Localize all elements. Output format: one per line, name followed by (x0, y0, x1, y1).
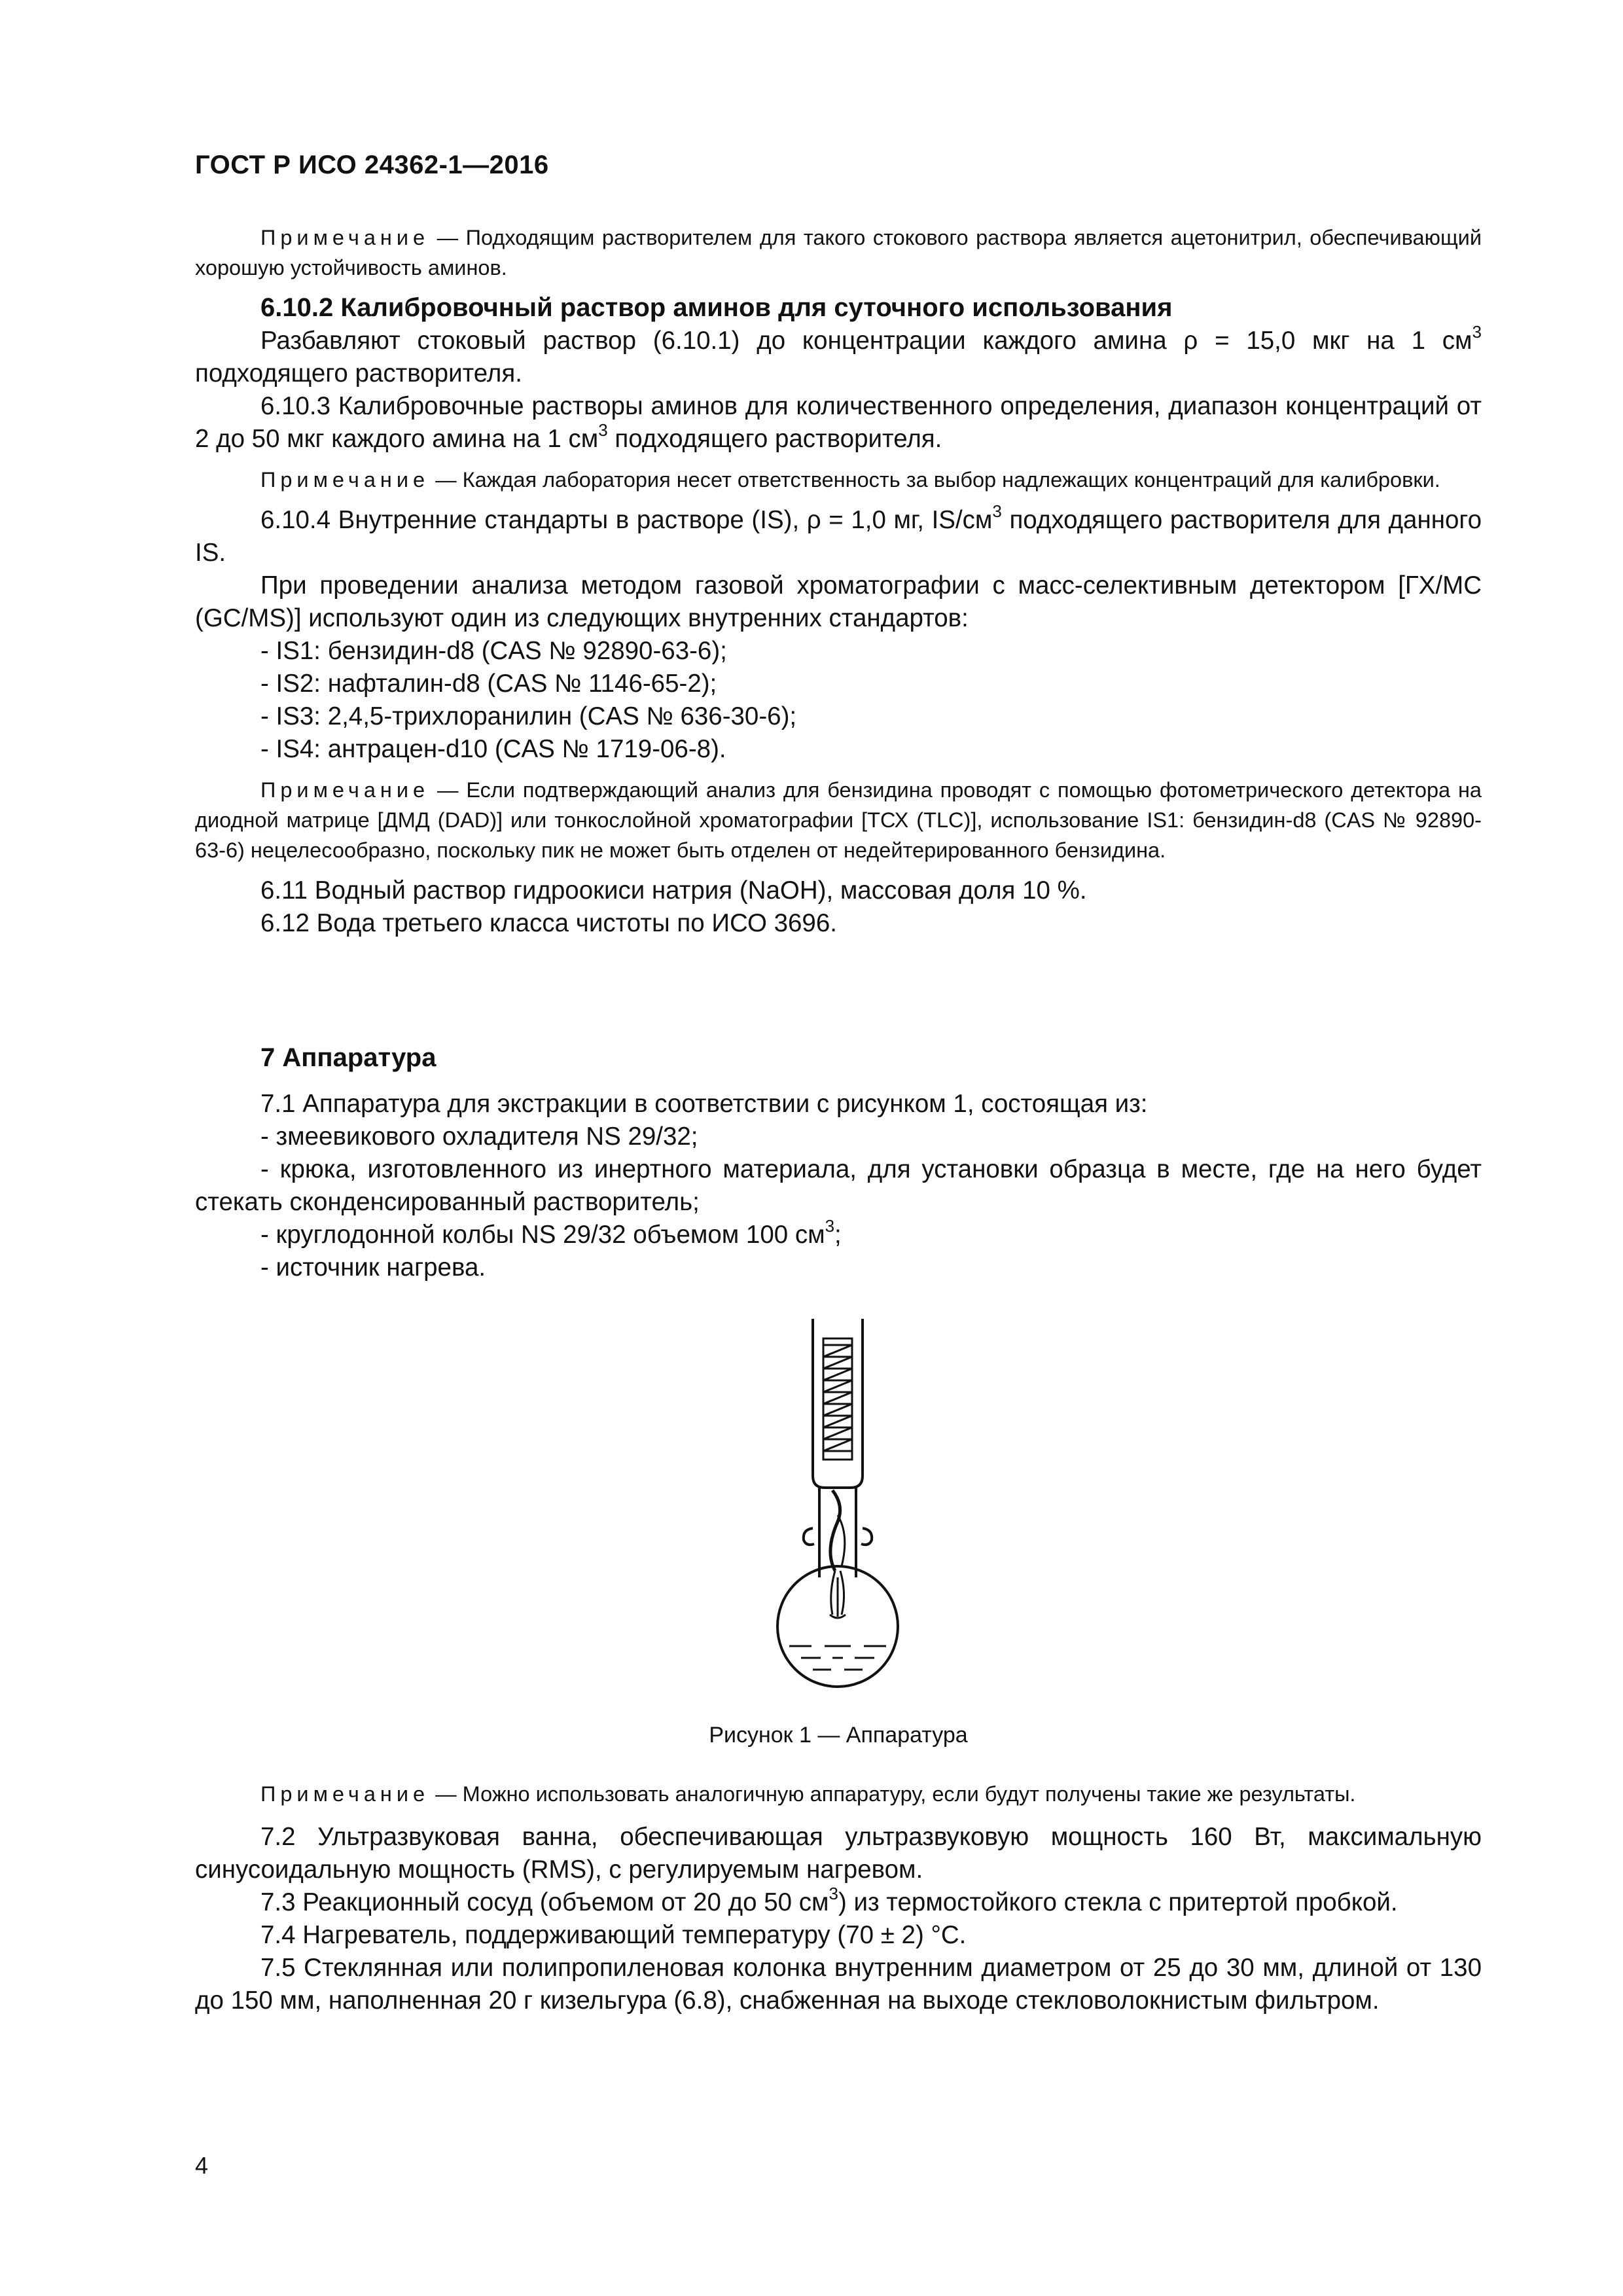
heading-6-10-2: 6.10.2 Калибровочный раствор аминов для суточного использования (260, 293, 1173, 322)
paragraph-7-4: 7.4 Нагреватель, поддерживающий температуру (70 ± 2) °C. (260, 1921, 967, 1949)
note-text: — Если подтверждающий анализ для бензидина проводят с помощью фотометрического детектора на диодной матрице [ДМД (DAD)] или тонкослойной хроматографии [ТСХ (TLC)], использование IS1: бензидин-d8 (CAS № 92890-63-6) нецелесообразно, поскольку пик не может быть отделен от недейтерированного бензидина. (195, 778, 1482, 862)
text-run: 6.10.4 Внутренние стандарты в растворе (IS), ρ = 1,0 мг, IS/см (260, 506, 993, 534)
paragraph-7-2: 7.2 Ультразвуковая ванна, обеспечивающая ультразвуковую мощность 160 Вт, максимальную синусоидальную мощность (RMS), с регулируемым нагревом. (195, 1823, 1482, 1884)
text-run: подходящего растворителя для данного IS. (195, 506, 1482, 567)
note-label: Примечание (260, 468, 430, 492)
list-item-is1: - IS1: бензидин-d8 (CAS № 92890-63-6); (260, 637, 727, 665)
text-run: 6.10.3 Калибровочные растворы аминов для количественного определения, диапазон концентраций от 2 до 50 мкг каждого амина на 1 см (195, 392, 1482, 453)
note-label: Примечание (260, 1782, 430, 1806)
text-run: подходящего растворителя. (607, 425, 942, 453)
note-2 (195, 465, 1482, 495)
note-3 (195, 775, 1482, 865)
note-label: Примечание (260, 778, 430, 802)
note-text: — Каждая лаборатория несет ответственность за выбор надлежащих концентраций для калибровки. (429, 468, 1440, 492)
paragraph-7-5: 7.5 Стеклянная или полипропиленовая колонка внутренним диаметром от 25 до 30 мм, длиной от 130 до 150 мм, наполненная 20 г кизельгура (6.8), снабженная на выходе стекловолокнистым фильтром. (195, 1954, 1482, 2015)
document-code-header: ГОСТ Р ИСО 24362-1—2016 (195, 151, 549, 179)
heading-7: 7 Аппаратура (260, 1043, 437, 1072)
paragraph-6-11: 6.11 Водный раствор гидроокиси натрия (NaOH), массовая доля 10 %. (260, 876, 1087, 905)
note-1 (195, 223, 1482, 283)
list-item-flask (195, 1216, 1482, 1251)
list-item-hook: - крюка, изготовленного из инертного материала, для установки образца в месте, где на него будет стекать сконденсированный растворитель; (195, 1155, 1482, 1216)
list-item-is4: - IS4: антрацен-d10 (CAS № 1719-06-8). (260, 735, 726, 763)
text-run: ; (834, 1221, 842, 1249)
text-run: - круглодонной колбы NS 29/32 объемом 100 см (260, 1221, 825, 1249)
paragraph-6-10-4 (195, 501, 1482, 569)
note-text: — Подходящим растворителем для такого стокового раствора является ацетонитрил, обеспечивающий хорошую устойчивость аминов. (195, 226, 1482, 279)
text-run: Разбавляют стоковый раствор (6.10.1) до концентрации каждого амина ρ = 15,0 мкг на 1 см (260, 327, 1472, 355)
superscript: 3 (829, 1884, 838, 1904)
list-item-cooler: - змеевикового охладителя NS 29/32; (260, 1122, 698, 1151)
superscript: 3 (992, 501, 1002, 522)
section-6-10 (195, 223, 1482, 940)
paragraph-7-3 (195, 1886, 1482, 1919)
superscript: 3 (598, 420, 608, 440)
apparatus-figure (772, 1319, 903, 1712)
note-text: — Можно использовать аналогичную аппаратуру, если будут получены такие же результаты. (429, 1782, 1356, 1806)
list-item-is2: - IS2: нафталин-d8 (CAS № 1146-65-2); (260, 670, 717, 698)
section-7-continued (195, 1779, 1482, 2017)
superscript: 3 (1472, 322, 1482, 342)
paragraph-6-12: 6.12 Вода третьего класса чистоты по ИСО 3696. (260, 909, 837, 937)
superscript: 3 (825, 1216, 835, 1236)
text-run: ) из термостойкого стекла с притертой пробкой. (838, 1888, 1398, 1916)
paragraph-6-10-2 (195, 322, 1482, 390)
section-7 (195, 1041, 1482, 1284)
paragraph-6-10-3 (195, 390, 1482, 456)
list-item-heat-source: - источник нагрева. (260, 1253, 486, 1282)
paragraph-7-1: 7.1 Аппаратура для экстракции в соответствии с рисунком 1, состоящая из: (260, 1090, 1148, 1118)
note-4 (195, 1779, 1482, 1809)
page-number: 4 (195, 2152, 209, 2179)
figure-caption: Рисунок 1 — Аппаратура (709, 1723, 968, 1748)
paragraph-gcms: При проведении анализа методом газовой хроматографии с масс-селективным детектором [ГХ/МС (GC/MS)] используют один из следующих внутренних стандартов: (195, 571, 1482, 632)
text-run: подходящего растворителя. (195, 359, 522, 387)
text-run: 7.3 Реакционный сосуд (объемом от 20 до 50 см (260, 1888, 829, 1916)
list-item-is3: - IS3: 2,4,5-трихлоранилин (CAS № 636-30-6); (260, 702, 797, 730)
note-label: Примечание (260, 226, 430, 249)
